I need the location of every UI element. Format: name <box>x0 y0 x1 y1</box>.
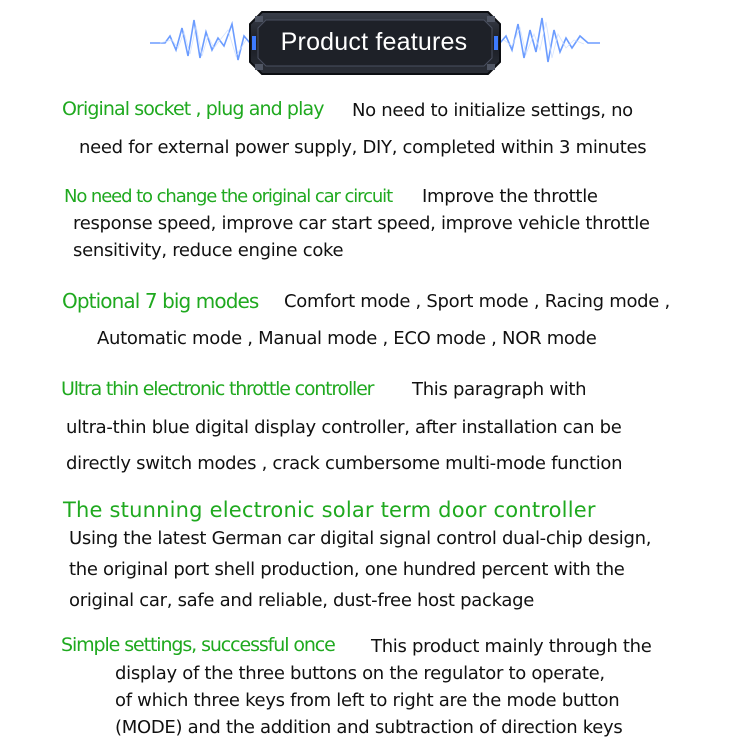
feature-text-line: original car, safe and reliable, dust-free host package <box>69 590 535 611</box>
feature-text-line: (MODE) and the addition and subtraction of direction keys <box>115 717 623 738</box>
feature-heading: Ultra thin electronic throttle controller <box>61 378 374 400</box>
feature-heading: The stunning electronic solar term door controller <box>63 498 596 522</box>
feature-text-line: response speed, improve car start speed, improve vehicle throttle <box>73 213 650 234</box>
feature-text-line: need for external power supply, DIY, completed within 3 minutes <box>79 137 647 158</box>
feature-heading: Original socket , plug and play <box>62 98 324 120</box>
feature-text-line: directly switch modes , crack cumbersome multi-mode function <box>66 453 623 474</box>
feature-text-line: Using the latest German car digital signal control dual-chip design, <box>69 528 652 549</box>
feature-heading: No need to change the original car circuit <box>64 186 393 207</box>
feature-text-line: of which three keys from left to right are the mode button <box>115 690 620 711</box>
feature-text-line: Comfort mode , Sport mode , Racing mode , <box>284 291 670 312</box>
feature-text-line: sensitivity, reduce engine coke <box>73 240 344 261</box>
feature-heading: Simple settings, successful once <box>61 634 335 656</box>
feature-text-line: This product mainly through the <box>371 636 652 657</box>
feature-text-line: display of the three buttons on the regulator to operate, <box>115 663 605 684</box>
feature-text-line: ultra-thin blue digital display controller, after installation can be <box>66 417 622 438</box>
feature-heading: Optional 7 big modes <box>62 289 259 313</box>
feature-text-line: Automatic mode , Manual mode , ECO mode , NOR mode <box>97 328 597 349</box>
banner-title: Product features <box>280 27 468 56</box>
product-features-banner <box>0 0 750 80</box>
feature-text-line: Improve the throttle <box>422 186 598 207</box>
feature-text-line: the original port shell production, one hundred percent with the <box>69 559 625 580</box>
feature-text-line: No need to initialize settings, no <box>352 100 633 121</box>
feature-text-line: This paragraph with <box>412 379 587 400</box>
